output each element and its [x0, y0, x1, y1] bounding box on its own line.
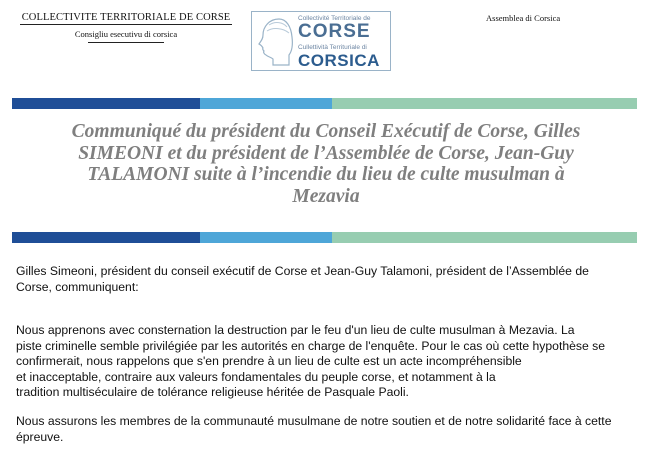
text-line: Gilles Simeoni, président du conseil exécutif de Corse et Jean-Guy Talamoni, président de l’Assemblée de: [16, 264, 589, 278]
corse-logo: [251, 11, 391, 71]
title-line: TALAMONI suite à l’incendie du lieu de culte musulman à: [87, 164, 565, 185]
text-line: épreuve.: [16, 429, 64, 444]
title-line: Mezavia: [292, 185, 360, 207]
paragraph-intro: [16, 264, 642, 295]
press-release-title: [14, 121, 638, 207]
band-segment-green: [332, 232, 637, 243]
header-right: Assemblea di Corsica: [486, 13, 561, 23]
text-line: Corse, communiquent:: [16, 279, 139, 294]
text-line: et inacceptable, contraire aux valeurs fondamentales du peuple corse, et notamment à la: [16, 369, 496, 384]
band-segment-dark-blue: [12, 232, 200, 243]
org-subtitle: Consigliu esecutivu di corsica: [74, 29, 178, 39]
band-segment-dark-blue: [12, 98, 200, 109]
header-left: [20, 12, 232, 43]
text-line: confirmerait, nous rappelons que s'en prendre à un lieu de culte est un acte incompréhensible: [16, 354, 522, 369]
color-band-bottom: [12, 232, 637, 243]
org-name: COLLECTIVITE TERRITORIALE DE CORSE: [21, 12, 231, 23]
text-line: tradition multiséculaire de tolérance religieuse héritée de Pasquale Paoli.: [16, 385, 409, 400]
band-segment-light-blue: [200, 232, 332, 243]
text-line: piste criminelle semble privilégiée par les autorités en charge de l'enquête. Pour le cas où cette hypothèse se: [16, 338, 606, 353]
text-line: Nous apprenons avec consternation la destruction par le feu d'un lieu de culte musulman à Mezavia. La: [16, 323, 575, 337]
logo-line-1: Collectivité Territoriale de: [298, 15, 371, 22]
paragraph-statement: [16, 323, 642, 401]
band-segment-light-blue: [200, 98, 332, 109]
profile-head-icon: [255, 15, 295, 67]
text-line: Nous assurons les membres de la communauté musulmane de notre soutien et de notre solidarité face à cette: [16, 414, 612, 428]
logo-line-4: CORSICA: [298, 51, 380, 70]
logo-line-2: CORSE: [298, 21, 371, 42]
color-band-top: [12, 98, 637, 109]
logo-line-3: Cullettività Territuriale di: [298, 44, 367, 51]
title-line: Communiqué du président du Conseil Exécutif de Corse, Gilles: [71, 121, 581, 142]
band-segment-green: [332, 98, 637, 109]
title-line: SIMEONI et du président de l’Assemblée de Corse, Jean-Guy: [78, 142, 574, 164]
header-divider: [88, 42, 164, 43]
paragraph-support: [16, 414, 642, 445]
